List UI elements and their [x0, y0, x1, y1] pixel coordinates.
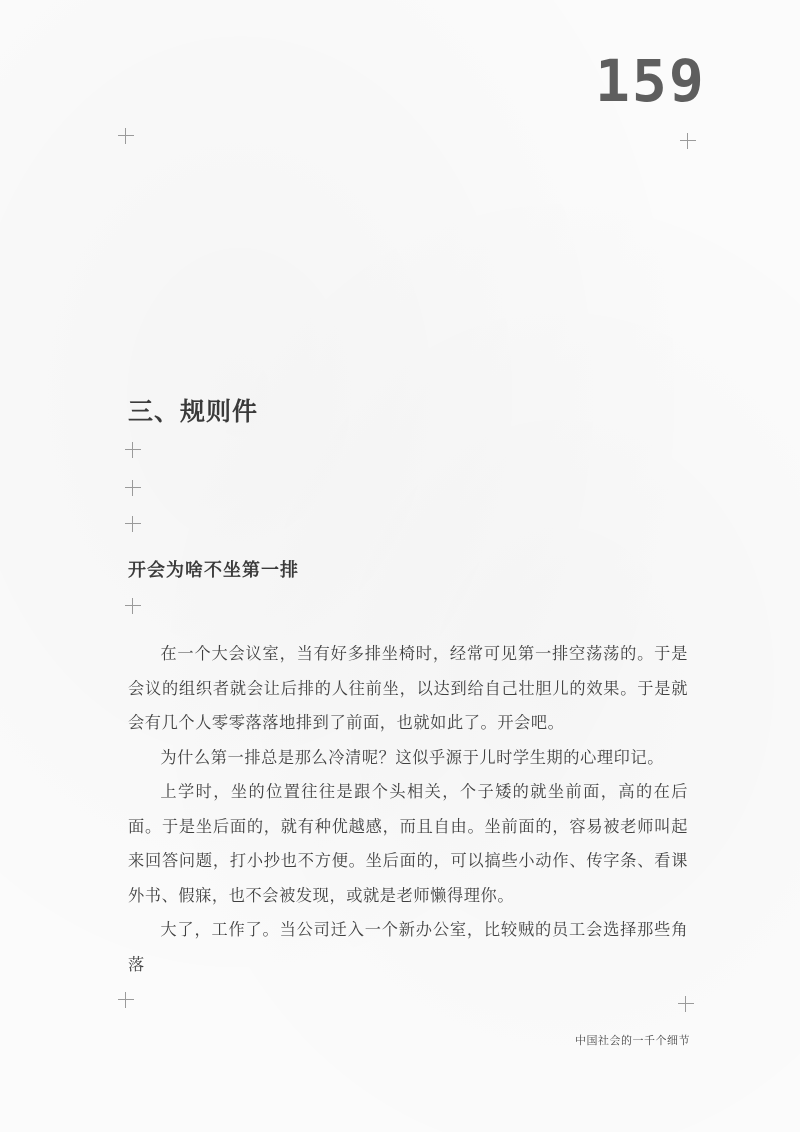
paragraph: 在一个大会议室，当有好多排坐椅时，经常可见第一排空荡荡的。于是会议的组织者就会让后排的人往前坐，以达到给自己壮胆儿的效果。于是就会有几个人零零落落地排到了前面，也就如此了。开会吧。: [128, 644, 688, 732]
crop-mark-chapter-1: [125, 442, 141, 458]
paragraph: 为什么第一排总是那么冷清呢？这似乎源于儿时学生期的心理印记。: [160, 747, 665, 767]
crop-mark-top-left: [118, 128, 134, 144]
paragraph: 大了，工作了。当公司迁入一个新办公室，比较贼的员工会选择那些角落: [128, 920, 688, 974]
chapter-title: 三、规则件: [128, 397, 259, 426]
running-footer: 中国社会的一千个细节: [575, 1034, 690, 1047]
page-number: 159: [595, 47, 706, 115]
section-title: 开会为啥不坐第一排: [128, 560, 299, 581]
crop-mark-top-right: [680, 133, 696, 149]
crop-mark-chapter-2: [125, 480, 141, 496]
crop-mark-bottom-right: [678, 996, 694, 1012]
crop-mark-chapter-3: [125, 516, 141, 532]
body-text: [128, 637, 688, 982]
paragraph: 上学时，坐的位置往往是跟个头相关，个子矮的就坐前面，高的在后面。于是坐后面的，就有种优越感，而且自由。坐前面的，容易被老师叫起来回答问题，打小抄也不方便。坐后面的，可以搞些小动作、传字条、看课外书、假寐，也不会被发现，或就是老师懒得理你。: [128, 782, 688, 905]
crop-mark-section: [125, 598, 141, 614]
crop-mark-bottom-left: [118, 992, 134, 1008]
